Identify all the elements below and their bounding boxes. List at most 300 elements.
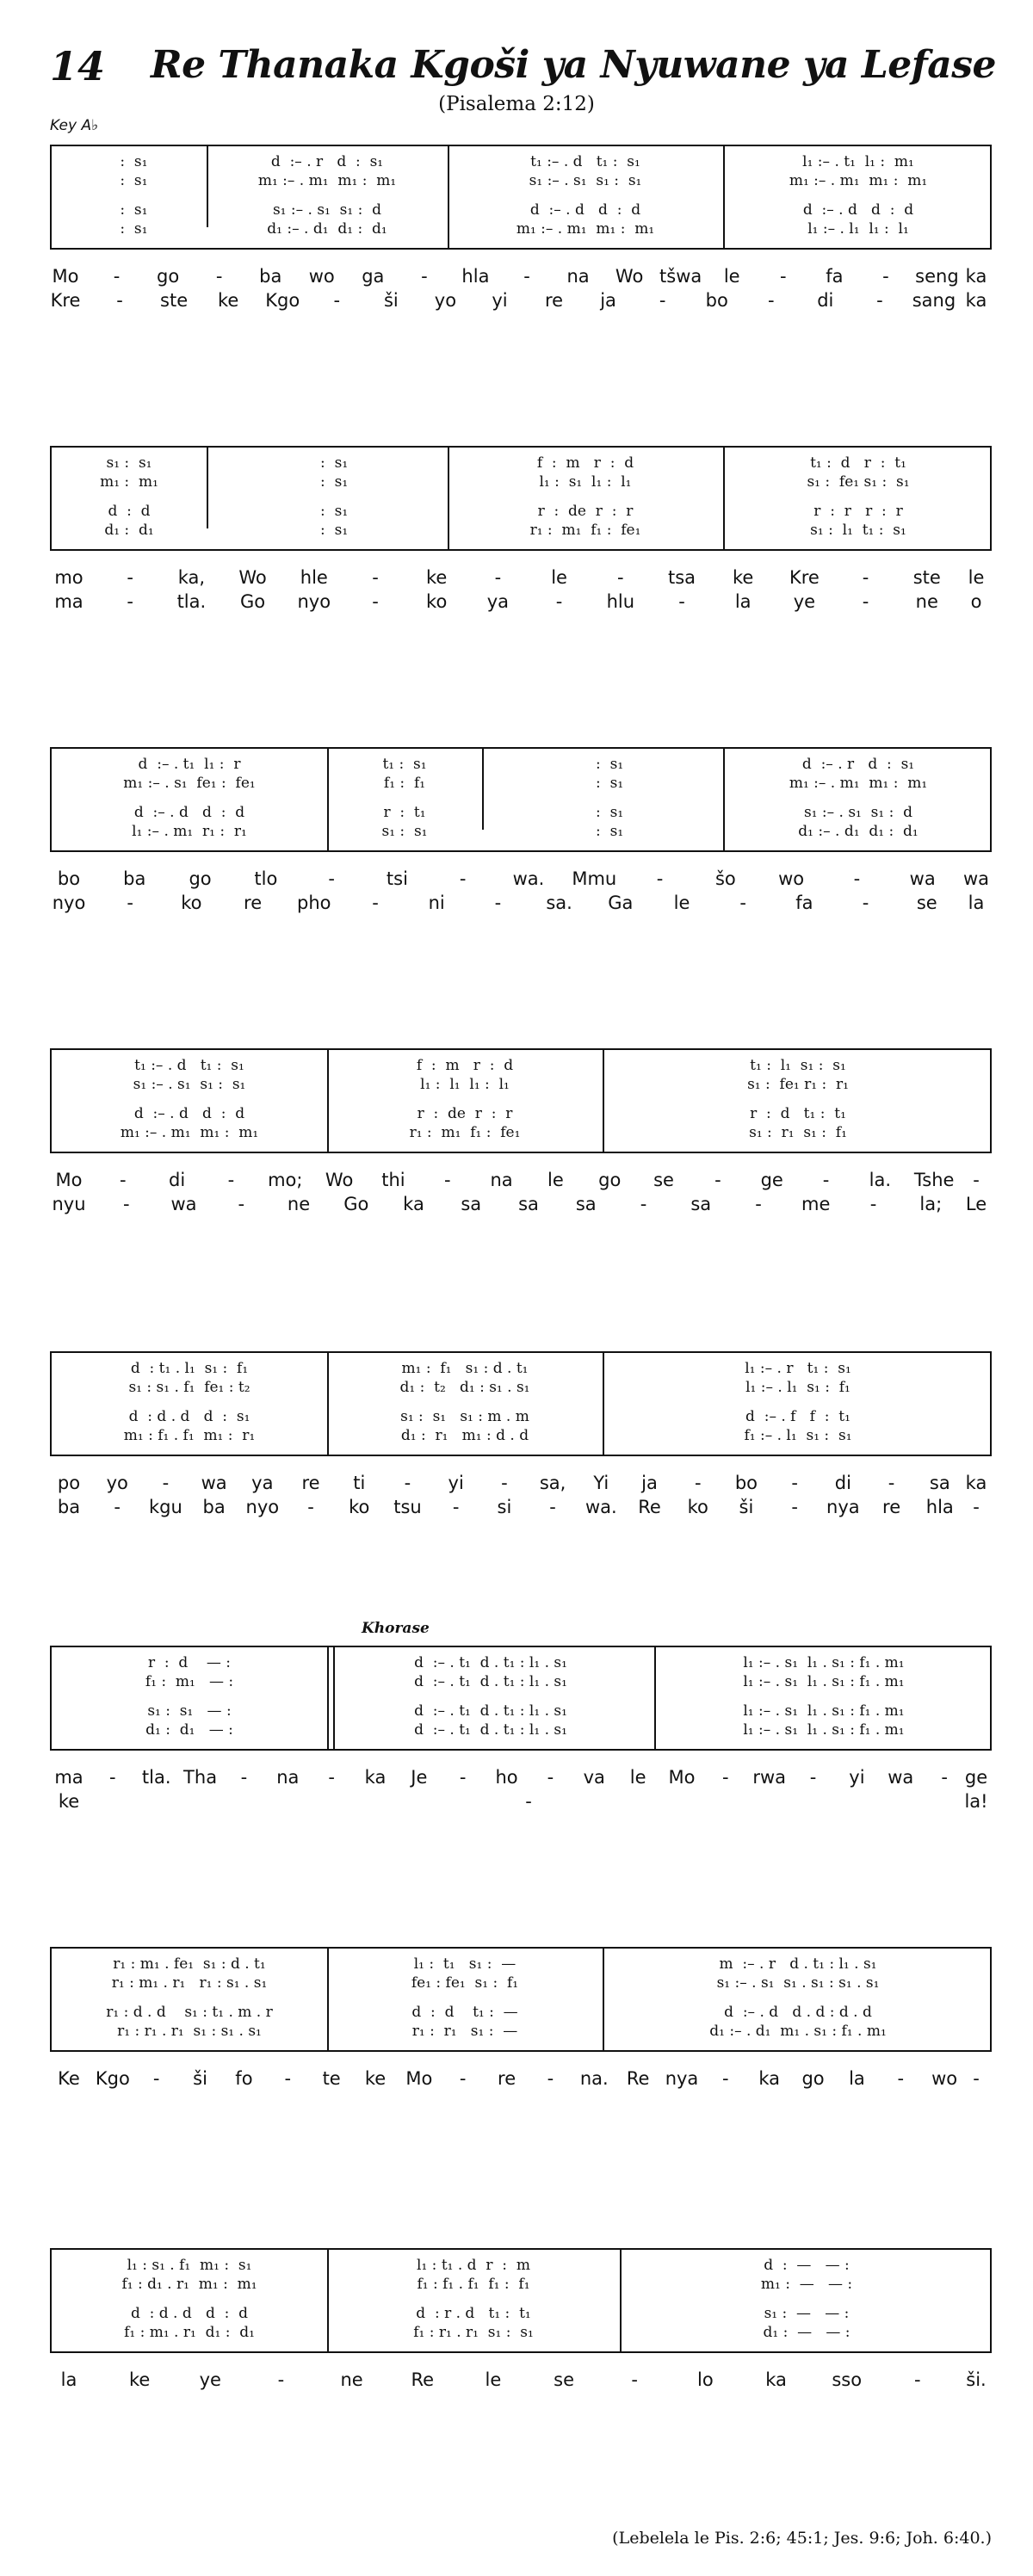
syllable-hyphen: - <box>862 591 869 612</box>
lyric-syllable: Mo <box>668 1767 696 1788</box>
measure <box>52 1050 327 1152</box>
voice-part: r : t₁ <box>383 804 426 821</box>
voice-part: l₁ :– . s₁ l₁ . s₁ : f₁ . m₁ <box>743 1721 905 1739</box>
measure <box>654 1647 993 1749</box>
syllable-hyphen: - <box>914 2369 921 2390</box>
voice-part: s₁ :– . s₁ s₁ : s₁ <box>133 1076 246 1093</box>
syllable-hyphen: - <box>459 2068 467 2089</box>
lyric-syllable: Wo <box>615 266 644 287</box>
voice-part: d :– . d d : d <box>529 201 641 219</box>
double-barline <box>327 1647 335 1749</box>
barline <box>327 1949 329 2050</box>
voice-part: s₁ : l₁ t₁ : s₁ <box>810 522 906 539</box>
voice-part: d₁ : — — : <box>763 2324 851 2341</box>
syllable-hyphen: - <box>122 1194 130 1214</box>
barline <box>723 749 725 850</box>
lyric-syllable: ne <box>340 2369 363 2390</box>
syllable-hyphen: - <box>876 290 883 311</box>
barline <box>482 749 484 830</box>
voice-part: d :– . f f : t₁ <box>745 1408 851 1425</box>
lyric-syllable: Re <box>638 1497 661 1517</box>
voice-part: m₁ :– . m₁ m₁ : m₁ <box>120 1124 259 1141</box>
lyric-syllable: ge <box>760 1170 783 1190</box>
measure <box>207 448 448 549</box>
lyric-line <box>50 1790 992 1814</box>
music-system <box>50 145 992 311</box>
voice-part: d :– . t₁ d . t₁ : l₁ . s₁ <box>414 1721 567 1739</box>
measure <box>52 146 207 248</box>
voice-part: d :– . d d : d <box>133 804 245 821</box>
measure <box>52 448 207 549</box>
music-system <box>50 1351 992 1517</box>
lyric-syllable: wo <box>931 2068 958 2089</box>
syllable-hyphen: - <box>617 567 624 588</box>
syllable-hyphen: - <box>549 1497 556 1517</box>
voice-part: d :– . t₁ l₁ : r <box>138 756 241 773</box>
voice-part: d :– . d d : d <box>133 1105 245 1122</box>
voice-part: s₁ :– . s₁ s₁ : d <box>272 201 382 219</box>
barline <box>327 1353 329 1455</box>
lyric-syllable: se <box>916 893 937 913</box>
lyric-syllable: Wo <box>238 567 267 588</box>
lyric-syllable: bo <box>734 1473 758 1493</box>
solfa-staff <box>50 747 992 852</box>
lyric-line <box>50 868 992 892</box>
syllable-hyphen: - <box>127 591 133 612</box>
voice-part: s₁ : — — : <box>764 2305 850 2322</box>
lyric-syllable: fa <box>795 893 813 913</box>
voice-part: d₁ : d₁ <box>104 522 154 539</box>
measure <box>327 2250 620 2351</box>
voice-part: s₁ : fe₁ s₁ : s₁ <box>807 473 910 491</box>
music-system <box>50 1947 992 2089</box>
lyric-syllable: o <box>970 591 982 612</box>
lyric-syllable: nyo <box>52 893 86 913</box>
lyric-syllable: nya <box>665 2068 699 2089</box>
voice-part: l₁ : s₁ l₁ : l₁ <box>539 473 632 491</box>
lyric-syllable: Re <box>626 2068 650 2089</box>
lyric-syllable: tsi <box>386 868 408 889</box>
lyric-syllable: Je <box>411 1767 428 1788</box>
voice-part: r₁ : r₁ s₁ : — <box>411 2023 518 2040</box>
lyric-syllable: hla <box>925 1497 954 1517</box>
voice-part: f₁ : r₁ . r₁ s₁ : s₁ <box>413 2324 534 2341</box>
syllable-hyphen: - <box>547 2068 554 2089</box>
voice-part: f₁ : f₁ . f₁ f₁ : f₁ <box>417 2276 530 2293</box>
syllable-hyphen: - <box>372 893 379 913</box>
solfa-staff <box>50 145 992 250</box>
syllable-hyphen: - <box>739 893 746 913</box>
lyric-syllable: pho <box>297 893 331 913</box>
lyric-syllable: thi <box>381 1170 405 1190</box>
voice-part: t₁ : s₁ <box>382 756 427 773</box>
lyric-syllable: le <box>547 1170 564 1190</box>
syllable-hyphen: - <box>227 1170 235 1190</box>
syllable-hyphen: - <box>862 893 869 913</box>
lyric-syllable: sa <box>575 1194 597 1214</box>
lyric-syllable: re <box>244 893 263 913</box>
voice-part: s₁ : s₁ <box>106 454 152 472</box>
syllable-hyphen: - <box>284 2068 292 2089</box>
syllable-hyphen: - <box>853 868 861 889</box>
lyric-syllable: wa. <box>512 868 545 889</box>
voice-part: m :– . r d . t₁ : l₁ . s₁ <box>719 1955 877 1973</box>
lyric-syllable: ti <box>353 1473 366 1493</box>
syllable-hyphen: - <box>791 1497 798 1517</box>
lyric-syllable: ma <box>54 1767 84 1788</box>
voice-part: : s₁ <box>581 823 624 840</box>
syllable-hyphen: - <box>372 567 379 588</box>
lyric-syllable: wa <box>909 868 936 889</box>
lyric-syllable: re <box>882 1497 901 1517</box>
lyric-syllable: te <box>322 2068 341 2089</box>
lyric-syllable: fa <box>826 266 844 287</box>
lyric-syllable: fo <box>235 2068 253 2089</box>
lyric-syllable: bo <box>57 868 81 889</box>
lyric-syllable: Tha <box>183 1767 218 1788</box>
lyric-syllable: le <box>723 266 740 287</box>
lyric-syllable: ste <box>912 567 941 588</box>
voice-part: s₁ : s₁ — : <box>147 1702 232 1720</box>
syllable-hyphen: - <box>494 567 502 588</box>
lyric-syllable: ko <box>426 591 448 612</box>
lyric-syllable: go <box>801 2068 825 2089</box>
scripture-reference: (Pisalema 2:12) <box>438 93 595 115</box>
lyric-syllable: wa <box>170 1194 197 1214</box>
voice-part: : s₁ <box>110 201 148 219</box>
lyric-syllable: di <box>817 290 834 311</box>
syllable-hyphen: - <box>767 290 775 311</box>
solfa-staff <box>50 1351 992 1456</box>
syllable-hyphen: - <box>443 1170 451 1190</box>
lyric-syllable: ši <box>193 2068 207 2089</box>
lyric-syllable: di <box>169 1170 186 1190</box>
syllable-hyphen: - <box>452 1497 460 1517</box>
lyric-syllable: ba <box>57 1497 81 1517</box>
measure <box>52 1353 327 1455</box>
song-title: Re Thanaka Kgoši ya Nyuwane ya Lefase <box>151 43 996 87</box>
lyric-syllable: ja <box>600 290 616 311</box>
voice-part: : s₁ <box>581 756 624 773</box>
lyric-syllable: me <box>801 1194 831 1214</box>
lyric-syllable: wa <box>962 868 990 889</box>
voice-part: d :– . t₁ d . t₁ : l₁ . s₁ <box>414 1654 567 1671</box>
lyric-syllable: Mo <box>52 266 79 287</box>
lyric-syllable: hle <box>300 567 328 588</box>
voice-part: l₁ : t₁ s₁ : — <box>413 1955 516 1973</box>
voice-part: l₁ : l₁ l₁ : l₁ <box>420 1076 510 1093</box>
lyric-syllable: se <box>653 1170 674 1190</box>
voice-part: d : d . d d : s₁ <box>128 1408 251 1425</box>
lyric-syllable: šo <box>714 868 736 889</box>
lyric-line <box>50 289 992 313</box>
syllable-hyphen: - <box>372 591 379 612</box>
lyric-syllable: ba <box>259 266 282 287</box>
lyric-syllable: kgu <box>149 1497 182 1517</box>
syllable-hyphen: - <box>640 1194 647 1214</box>
voice-part: d₁ :– . d₁ d₁ : d₁ <box>798 823 919 840</box>
syllable-hyphen: - <box>404 1473 411 1493</box>
voice-part: t₁ : l₁ s₁ : s₁ <box>750 1057 846 1074</box>
barline <box>207 146 208 227</box>
voice-part: r : d — : <box>147 1654 232 1671</box>
voice-part: : s₁ <box>306 503 349 520</box>
lyric-syllable: sa. <box>546 893 572 913</box>
measure <box>482 749 723 850</box>
measure <box>603 1050 993 1152</box>
solfa-staff <box>50 1947 992 2052</box>
lyric-syllable: Kre <box>50 290 81 311</box>
lyric-syllable: yo <box>434 290 457 311</box>
voice-part: l₁ : t₁ . d r : m <box>417 2257 530 2274</box>
syllable-hyphen: - <box>809 1767 817 1788</box>
syllable-hyphen: - <box>791 1473 798 1493</box>
barline <box>207 448 208 528</box>
solfa-staff <box>50 2248 992 2353</box>
measure <box>603 1949 993 2050</box>
music-system <box>50 446 992 612</box>
lyric-syllable: tsa <box>667 567 696 588</box>
lyric-syllable: di <box>834 1473 851 1493</box>
barline <box>448 448 449 549</box>
lyric-syllable: sa <box>929 1473 950 1493</box>
lyric-line <box>50 2067 992 2091</box>
lyric-line <box>50 566 992 590</box>
syllable-hyphen: - <box>333 290 341 311</box>
syllable-hyphen: - <box>779 266 787 287</box>
voice-part: s₁ :– . s₁ s₁ : d <box>803 804 913 821</box>
voice-part: f₁ : m₁ — : <box>145 1673 234 1690</box>
syllable-hyphen: - <box>722 1767 729 1788</box>
voice-part: d : r . d t₁ : t₁ <box>416 2305 531 2322</box>
syllable-hyphen: - <box>421 266 428 287</box>
syllable-hyphen: - <box>127 567 133 588</box>
syllable-hyphen: - <box>973 2068 980 2089</box>
chorus-label: Khorase <box>362 1620 430 1637</box>
syllable-hyphen: - <box>882 266 889 287</box>
syllable-hyphen: - <box>941 1767 948 1788</box>
lyric-syllable: ka <box>765 2369 787 2390</box>
measure <box>327 1353 603 1455</box>
barline <box>327 1050 329 1152</box>
voice-part: l₁ :– . s₁ l₁ . s₁ : f₁ . m₁ <box>743 1654 905 1671</box>
syllable-hyphen: - <box>113 266 121 287</box>
lyric-syllable: ni <box>428 893 445 913</box>
voice-part: l₁ :– . s₁ l₁ . s₁ : f₁ . m₁ <box>743 1702 905 1720</box>
measure <box>207 146 448 248</box>
syllable-hyphen: - <box>547 1767 554 1788</box>
voice-part: r₁ : m₁ . fe₁ s₁ : d . t₁ <box>113 1955 266 1973</box>
lyric-syllable: wo <box>778 868 805 889</box>
lyric-syllable: ba <box>123 868 146 889</box>
voice-part: d₁ :– . d₁ m₁ . s₁ : f₁ . m₁ <box>709 2023 887 2040</box>
measure <box>723 146 993 248</box>
lyric-syllable: Mo <box>405 2068 433 2089</box>
syllable-hyphen: - <box>631 2369 639 2390</box>
music-system <box>50 2248 992 2390</box>
lyric-syllable: ne <box>915 591 938 612</box>
voice-part: m₁ :– . m₁ m₁ : m₁ <box>789 172 928 189</box>
lyric-syllable: la <box>734 591 752 612</box>
lyric-syllable: go <box>598 1170 622 1190</box>
lyric-syllable: yi <box>448 1473 464 1493</box>
voice-part: f₁ :– . l₁ s₁ : s₁ <box>744 1427 852 1444</box>
voice-part: s₁ : s₁ <box>381 823 428 840</box>
syllable-hyphen: - <box>238 1194 245 1214</box>
voice-part: f : m r : d <box>416 1057 514 1074</box>
voice-part: d : t₁ . l₁ s₁ : f₁ <box>130 1360 249 1377</box>
voice-part: s₁ : fe₁ r₁ : r₁ <box>747 1076 849 1093</box>
voice-part: s₁ :– . s₁ s₁ : s₁ <box>529 172 642 189</box>
lyric-syllable: re <box>544 290 564 311</box>
lyric-syllable: lo <box>697 2369 714 2390</box>
lyric-syllable: le <box>629 1767 646 1788</box>
lyric-syllable: yo <box>106 1473 128 1493</box>
lyric-syllable: ka, <box>177 567 206 588</box>
lyric-syllable: si <box>497 1497 512 1517</box>
solfa-staff <box>50 1048 992 1153</box>
voice-part: r : de r : r <box>537 503 634 520</box>
barline <box>723 448 725 549</box>
voice-part: d : d <box>108 503 151 520</box>
lyric-syllable: ka <box>364 1767 387 1788</box>
lyric-syllable: wa <box>888 1767 914 1788</box>
measure <box>327 749 482 850</box>
lyric-line <box>50 1496 992 1520</box>
lyric-syllable: nyo <box>297 591 331 612</box>
barline <box>327 749 329 850</box>
solfa-staff <box>50 1646 992 1751</box>
voice-part: : s₁ <box>581 775 624 792</box>
voice-part: l₁ : s₁ . f₁ m₁ : s₁ <box>127 2257 252 2274</box>
lyric-syllable: re <box>498 2068 516 2089</box>
voice-part: l₁ :– . s₁ l₁ . s₁ : f₁ . m₁ <box>743 1673 905 1690</box>
voice-part: r₁ : m₁ . r₁ r₁ : s₁ . s₁ <box>111 1974 268 1992</box>
lyric-syllable: Tshe <box>913 1170 955 1190</box>
measure <box>448 146 723 248</box>
measure <box>327 1050 603 1152</box>
voice-part: r₁ : m₁ f₁ : fe₁ <box>409 1124 521 1141</box>
syllable-hyphen: - <box>240 1767 248 1788</box>
syllable-hyphen: - <box>501 1473 508 1493</box>
measure <box>603 1353 993 1455</box>
lyric-syllable: ba <box>202 1497 226 1517</box>
lyric-syllable: ke <box>218 290 239 311</box>
lyric-syllable: nya <box>826 1497 860 1517</box>
voice-part: : s₁ <box>110 153 148 170</box>
voice-part: d :– . t₁ d . t₁ : l₁ . s₁ <box>414 1702 567 1720</box>
music-system <box>50 747 992 913</box>
voice-part: d :– . d d : d <box>802 201 914 219</box>
syllable-hyphen: - <box>523 266 530 287</box>
lyric-syllable: sso <box>832 2369 863 2390</box>
voice-part: f₁ : f₁ <box>383 775 426 792</box>
lyric-syllable: ma <box>54 591 84 612</box>
syllable-hyphen: - <box>888 1473 895 1493</box>
voice-part: m₁ : f₁ . f₁ m₁ : r₁ <box>123 1427 256 1444</box>
scripture-footnote: (Lebelela le Pis. 2:6; 45:1; Jes. 9:6; Joh. 6:40.) <box>612 2529 992 2548</box>
lyric-syllable: yi <box>849 1767 865 1788</box>
lyric-line <box>50 590 992 615</box>
lyric-syllable: ka <box>403 1194 424 1214</box>
lyric-syllable: sa <box>461 1194 482 1214</box>
lyric-syllable: ga <box>362 266 385 287</box>
lyric-syllable: ke <box>426 567 448 588</box>
lyric-syllable: la <box>968 893 985 913</box>
voice-part: r₁ : m₁ f₁ : fe₁ <box>529 522 641 539</box>
lyric-syllable: re <box>301 1473 320 1493</box>
lyric-syllable: ko <box>349 1497 370 1517</box>
voice-part: s₁ :– . s₁ s₁ . s₁ : s₁ . s₁ <box>716 1974 880 1992</box>
syllable-hyphen: - <box>973 1170 980 1190</box>
voice-part: t₁ :– . d t₁ : s₁ <box>530 153 640 170</box>
syllable-hyphen: - <box>722 2068 729 2089</box>
lyric-syllable: tlo <box>254 868 278 889</box>
voice-part: d :– . r d : s₁ <box>801 756 915 773</box>
voice-part: s₁ : s₁ . f₁ fe₁ : t₂ <box>128 1379 251 1396</box>
lyric-syllable: la! <box>964 1791 988 1812</box>
lyric-syllable: ne <box>287 1194 311 1214</box>
barline <box>654 1647 656 1749</box>
lyric-syllable: Re <box>411 2369 435 2390</box>
voice-part: s₁ : s₁ s₁ : m . m <box>400 1408 529 1425</box>
lyric-syllable: le <box>551 567 567 588</box>
lyric-syllable: po <box>57 1473 81 1493</box>
lyric-syllable: rwa <box>752 1767 787 1788</box>
voice-part: t₁ : d r : t₁ <box>810 454 906 472</box>
voice-part: m₁ :– . m₁ m₁ : m₁ <box>257 172 397 189</box>
voice-part: f₁ : m₁ . r₁ d₁ : d₁ <box>124 2324 255 2341</box>
lyric-syllable: hla <box>461 266 490 287</box>
lyric-syllable: le <box>968 567 985 588</box>
lyric-syllable: ka <box>965 1473 987 1493</box>
lyric-syllable: seng <box>915 266 959 287</box>
lyric-syllable: sa, <box>539 1473 566 1493</box>
lyric-syllable: ko <box>687 1497 708 1517</box>
syllable-hyphen: - <box>659 290 666 311</box>
lyric-syllable: la. <box>869 1170 892 1190</box>
lyric-syllable: Go <box>343 1194 369 1214</box>
lyric-line <box>50 892 992 916</box>
voice-part: : s₁ <box>110 220 148 238</box>
lyric-syllable: ya <box>251 1473 274 1493</box>
lyric-line <box>50 1472 992 1496</box>
lyric-syllable: le <box>673 893 690 913</box>
lyric-syllable: ka <box>758 2068 781 2089</box>
lyric-syllable: va <box>583 1767 605 1788</box>
syllable-hyphen: - <box>215 266 223 287</box>
barline <box>620 2250 622 2351</box>
voice-part: d₁ : r₁ m₁ : d . d <box>400 1427 529 1444</box>
lyric-line <box>50 265 992 289</box>
syllable-hyphen: - <box>459 1767 467 1788</box>
syllable-hyphen: - <box>656 868 664 889</box>
lyric-syllable: ge <box>964 1767 988 1788</box>
lyric-syllable: ste <box>160 290 189 311</box>
voice-part: r₁ : r₁ . r₁ s₁ : s₁ . s₁ <box>117 2023 262 2040</box>
lyric-syllable: tšwa <box>659 266 702 287</box>
voice-part: fe₁ : fe₁ s₁ : f₁ <box>411 1974 519 1992</box>
lyric-syllable: ši <box>383 290 399 311</box>
lyric-syllable: la <box>849 2068 865 2089</box>
syllable-hyphen: - <box>328 868 335 889</box>
voice-part: t₁ :– . d t₁ : s₁ <box>134 1057 244 1074</box>
syllable-hyphen: - <box>869 1194 877 1214</box>
lyric-syllable: nyu <box>52 1194 86 1214</box>
lyric-line <box>50 1169 992 1193</box>
lyric-syllable: Kre <box>789 567 820 588</box>
lyric-syllable: yi <box>492 290 508 311</box>
